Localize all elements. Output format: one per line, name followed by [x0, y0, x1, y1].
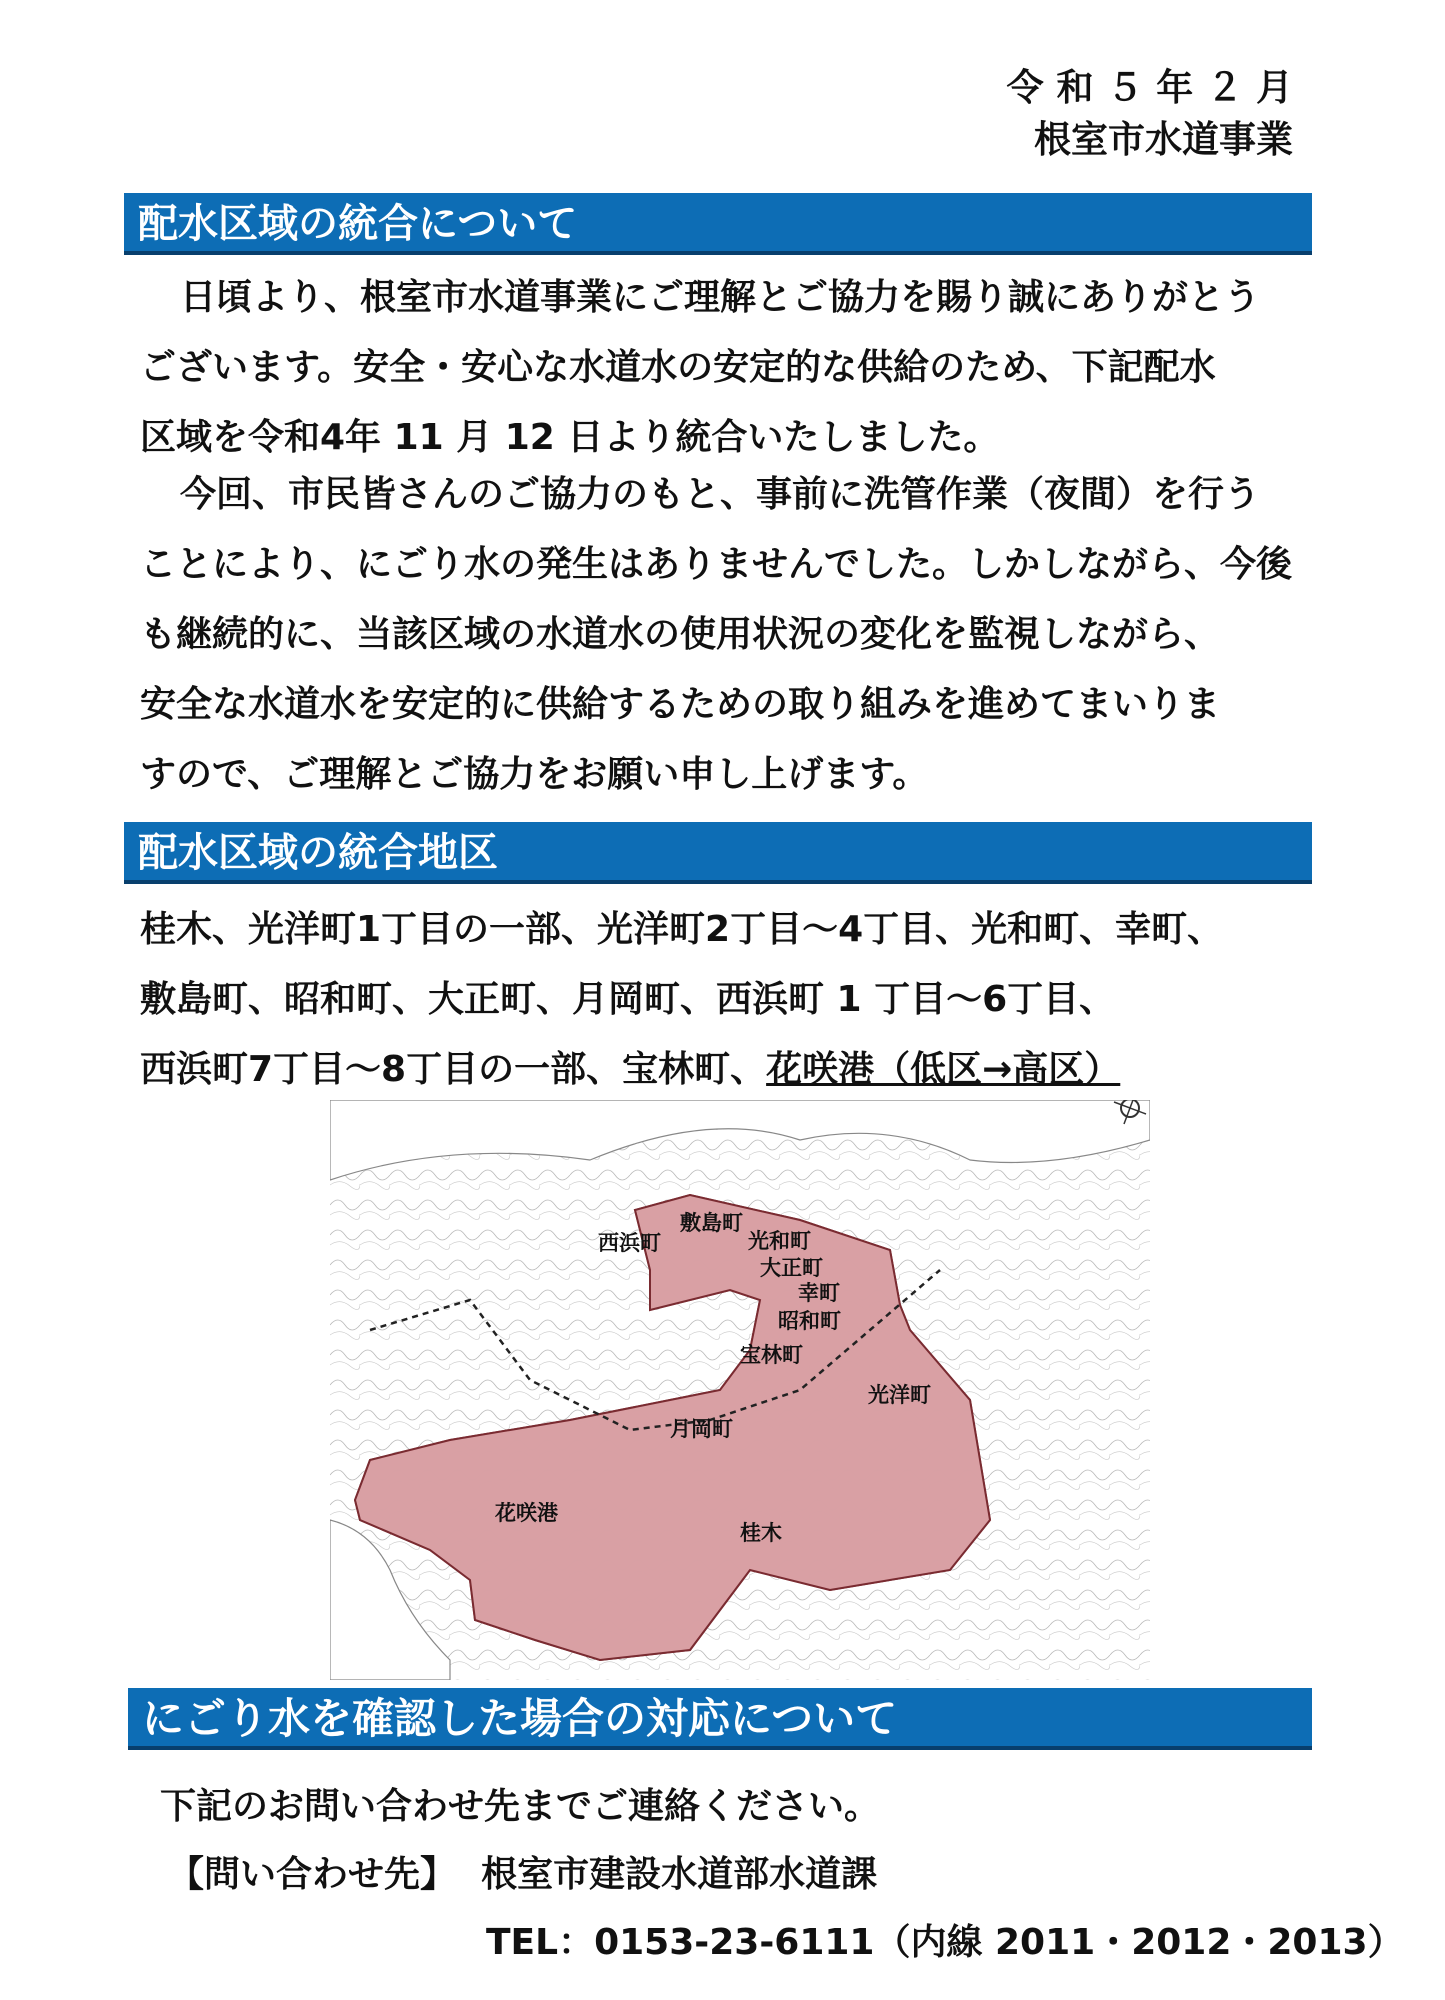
text-line: も継続的に、当該区域の水道水の使用状況の変化を監視しながら、 [140, 614, 1221, 655]
district-line: 桂木、光洋町1丁目の一部、光洋町2丁目～4丁目、光和町、幸町、 [140, 909, 1224, 950]
label-nishihama: 西浜町 [598, 1231, 661, 1255]
label-horin: 宝林町 [740, 1343, 803, 1367]
label-kowa: 光和町 [748, 1229, 811, 1253]
integration-paragraph-1 [140, 263, 1320, 473]
text-line: 区域を令和4年 11 月 12 日より統合いたしました。 [140, 417, 1000, 458]
district-list [140, 895, 1320, 1105]
label-katsuragi: 桂木 [740, 1521, 782, 1545]
label-shikishima: 敷島町 [680, 1211, 743, 1235]
header-block [1007, 62, 1293, 166]
contact-telephone: TEL：0153-23-6111（内線 2011・2012・2013） [486, 1922, 1404, 1963]
label-saiwai: 幸町 [798, 1281, 840, 1305]
district-line: 敷島町、昭和町、大正町、月岡町、西浜町 1 丁目～6丁目、 [140, 979, 1116, 1020]
district-line [140, 1035, 1320, 1105]
response-instruction: 下記のお問い合わせ先までご連絡ください。 [160, 1786, 881, 1827]
label-hanasaki: 花咲港 [495, 1501, 558, 1525]
district-line-prefix: 西浜町7丁目～8丁目の一部、宝林町、 [140, 1049, 767, 1090]
district-hanasaki-underlined: 花咲港（低区→高区） [766, 1049, 1121, 1090]
text-line: すので、ご理解とご協力をお願い申し上げます。 [140, 754, 929, 795]
contact-label: 【問い合わせ先】 [168, 1854, 457, 1895]
text-line: 日頃より、根室市水道事業にご理解とご協力を賜り誠にありがとう [180, 277, 1261, 318]
issue-date: 令 和 ５ 年 ２ 月 [1006, 66, 1293, 109]
text-line: 安全な水道水を安定的に供給するための取り組みを進めてまいりま [140, 684, 1221, 725]
map-svg [330, 1100, 1150, 1680]
label-koyo: 光洋町 [868, 1383, 931, 1407]
section-title-districts: 配水区域の統合地区 [124, 822, 1312, 884]
text-line: ございます。安全・安心な水道水の安定的な供給のため、下記配水 [140, 347, 1216, 388]
section-title-response: にごり水を確認した場合の対応について [128, 1688, 1312, 1750]
section-title-integration: 配水区域の統合について [124, 193, 1312, 255]
label-showa: 昭和町 [778, 1309, 841, 1333]
issuer-name: 根室市水道事業 [1034, 118, 1293, 161]
district-map [330, 1100, 1150, 1680]
label-taisho: 大正町 [760, 1256, 823, 1280]
text-line: 今回、市民皆さんのご協力のもと、事前に洗管作業（夜間）を行う [180, 474, 1261, 515]
label-tsukioka: 月岡町 [670, 1417, 733, 1441]
contact-department: 根室市建設水道部水道課 [481, 1854, 878, 1895]
integration-paragraph-2 [140, 460, 1320, 810]
text-line: ことにより、にごり水の発生はありませんでした。しかしながら、今後 [140, 544, 1293, 585]
contact-row [168, 1846, 1328, 1897]
